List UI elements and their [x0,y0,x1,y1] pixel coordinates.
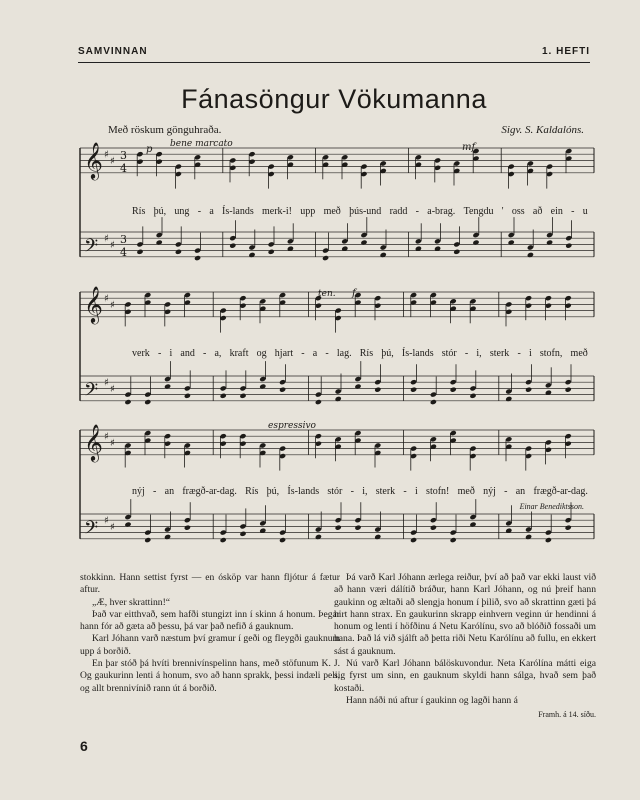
note-head [279,387,286,393]
lyric-syllable: ' [501,206,504,217]
note-head [450,387,457,393]
key-sharp: ♯ [110,156,115,168]
lyric-syllable: verk [132,348,150,359]
note-head [335,525,342,531]
lyric-syllable: Ís-lands [287,486,320,497]
article-paragraph: Karl Jóhann varð næstum því gramur í geði og fleygði gauknum upp á borðið. [80,633,340,657]
lyric-syllable: i, [362,486,368,497]
article-paragraph: stokkinn. Hann settist fyrst — en ósköp var hann fljótur á fætur aftur. [80,572,340,596]
lyric-syllable: hjart [274,348,294,359]
note-head [220,393,227,399]
dynamic-p: p [146,144,153,155]
lyric-syllable: með [457,486,475,497]
key-sharp: ♯ [104,149,109,161]
note-head [124,399,131,405]
lyric-syllable: a [312,348,318,359]
continued-note: Framh. á 14. síðu. [538,710,596,720]
lyric-syllable: Tengdu [463,206,494,217]
lyric-syllable: þú, [153,206,167,217]
lyric-syllable: sterk [375,486,396,497]
note-head [194,255,201,261]
note-head [453,249,460,255]
lyrics-line-3 [132,486,588,500]
lyric-syllable: a-brag. [427,206,456,217]
lyric-syllable: - [325,348,329,359]
note-head [410,387,417,393]
note-head [175,249,182,255]
note-head [450,537,457,543]
composer-credit: Sigv. S. Kaldalóns. [501,124,584,136]
key-sharp: ♯ [104,233,109,245]
lyrics-line-2 [132,348,588,362]
lyric-syllable: i, [476,348,482,359]
lyric-syllable: an [164,486,175,497]
note-head [268,249,275,255]
song-title: Fánasöngur Vökumanna [181,84,487,114]
lyric-syllable: stofn, [539,348,563,359]
note-head [322,255,329,261]
note-head [229,243,236,249]
note-head [315,399,322,405]
note-head [469,393,476,399]
key-sharp: ♯ [110,384,115,396]
lyric-syllable: með [323,206,341,217]
lyric-syllable: Ís-lands [222,206,254,217]
article-paragraph: Það var eitthvað, sem hafði stungizt inn í skinn á honum. Þegar hann fór að gæta að þessu, þá var það nefið á gauknum. [80,608,340,633]
lyric-syllable: og [256,348,267,359]
key-sharp: ♯ [104,515,109,527]
note-head [239,531,246,537]
note-head [184,393,191,399]
note-head [430,399,437,405]
lyric-syllable: með [570,348,588,359]
note-head [220,537,227,543]
note-head [545,537,552,543]
marking-ten: ten. [318,289,336,299]
dynamic-mf: mf [462,142,476,153]
bass-clef: 𝄢 [84,235,99,261]
lyric-syllable: u [582,206,588,217]
lyric-syllable: ein [550,206,563,217]
lyric-syllable: and [180,348,195,359]
note-head [565,525,572,531]
lyric-syllable: - [301,348,305,359]
lyric-syllable: stór [327,486,343,497]
article-column-right [334,572,596,722]
lyric-syllable: merk-i! [262,206,292,217]
lyric-syllable: Ís-lands [401,348,434,359]
lyric-syllable: - [202,348,207,359]
time-signature-bottom: 4 [120,162,127,176]
key-sharp: ♯ [110,522,115,534]
key-sharp: ♯ [104,431,109,443]
lyric-syllable: þú, [381,348,394,359]
lyric-syllable: þús-und [349,206,382,217]
lyric-syllable: - [157,348,162,359]
lyric-syllable: - [197,206,202,217]
article-paragraph: En þar stóð þá hvíti brennivínspelinn hans, með stöfunum K. J. Og gaukurinn lenti á honum, svo að hann sprakk, þessi indæli peli, og allt brennivínið rann út á borðið. [80,658,340,694]
time-signature-top: 3 [120,149,127,163]
key-sharp: ♯ [110,438,115,450]
lyric-syllable: - [153,486,157,497]
page-number: 6 [80,738,88,754]
key-sharp: ♯ [104,293,109,305]
lyric-syllable: kraft [229,348,249,359]
note-head [410,537,417,543]
lyric-syllable: - [504,486,508,497]
note-head [279,537,286,543]
note-head [565,387,572,393]
note-head [374,387,381,393]
key-sharp: ♯ [104,377,109,389]
lyric-syllable: ung [174,206,190,217]
article-paragraph: Nú varð Karl Jóhann bálöskuvondur. Neta Karólína mátti eiga sig fyrst um sinn, en gauknum skyldi hann sálga, hvað sem það kostaði. [334,658,596,694]
key-sharp: ♯ [110,300,115,312]
note-head [184,525,191,531]
lyric-syllable: i [415,486,418,497]
lyric-syllable: nýj [132,486,145,497]
dynamic-f: f [352,288,356,299]
article-paragraph: Þá varð Karl Jóhann ærlega reiður, því að það var ekki laust við að hann væri dálítið bráður, hann Karl Jóhann, og nú þreif hann gaukinn og æltaði að slengja honum í þilið, svo að skrattinn gæti þá hirt hann strax. En gaukurinn skrapp einhvern veginn úr hendinni á honum og lenti í höfðinu á Netu Karólínu, svo að blóðið fossaði um hana. Það lá við sjálft að þetta riði Netu Karólínu að fullu, en ekkert sást á gauknum. [334,572,596,657]
note-head [565,243,572,249]
article-column-left [80,572,340,695]
note-head [239,393,246,399]
lyric-syllable: nýj [483,486,496,497]
article-paragraph: Hann náði nú aftur í gaukinn og lagði hann á [346,694,518,706]
lyric-syllable: frægð-ar-dag. [182,486,237,497]
lyric-syllable: - [350,486,354,497]
lyric-syllable: i [169,348,173,359]
tempo-marking: Með röskum gönguhraða. [108,124,222,136]
lyric-syllable: a, [214,348,222,359]
lyric-syllable: radd [389,206,408,217]
lyric-syllable: - [517,348,521,359]
lyric-syllable: - [571,206,575,217]
lyric-syllable: an [515,486,526,497]
lyric-syllable: þú, [266,486,280,497]
lyric-syllable: - [464,348,469,359]
journal-name: SAMVINNAN [78,46,148,57]
marking-espressivo: espressivo [268,421,316,431]
treble-clef: 𝄞 [84,284,103,323]
lyric-syllable: i [528,348,532,359]
bass-clef: 𝄢 [84,379,99,405]
time-signature-bottom: 4 [120,246,127,260]
lyric-syllable: að [532,206,543,217]
lyrics-line-1 [132,206,588,220]
lyric-syllable: stór [441,348,457,359]
lyric-syllable: lag. [336,348,352,359]
lyric-syllable: a [209,206,214,217]
key-sharp: ♯ [110,240,115,252]
marking-bene-marcato: bene marcato [170,139,233,149]
note-head [136,249,143,255]
article-paragraph: „Æ, hver skrattinn!“ [92,596,171,608]
lyric-syllable: - [415,206,419,217]
lyric-syllable: frægð-ar-dag. [533,486,588,497]
lyric-syllable: Rís [359,348,374,359]
note-head [144,537,151,543]
note-head [525,387,532,393]
lyric-syllable: oss [511,206,525,217]
lyric-syllable: Rís [132,206,146,217]
lyric-syllable: sterk [489,348,510,359]
note-head [430,525,437,531]
time-signature-top: 3 [120,233,127,247]
lyric-syllable: Rís [245,486,259,497]
note-head [354,525,361,531]
treble-clef: 𝄞 [84,140,103,179]
lyricist-credit: Einar Benediktsson. [519,502,584,511]
lyric-syllable: - [403,486,407,497]
lyric-syllable: stofn! [426,486,450,497]
treble-clef: 𝄞 [84,422,103,461]
note-head [144,399,151,405]
lyric-syllable: upp [300,206,316,217]
bass-clef: 𝄢 [84,517,99,543]
issue-label: 1. HEFTI [541,46,590,57]
